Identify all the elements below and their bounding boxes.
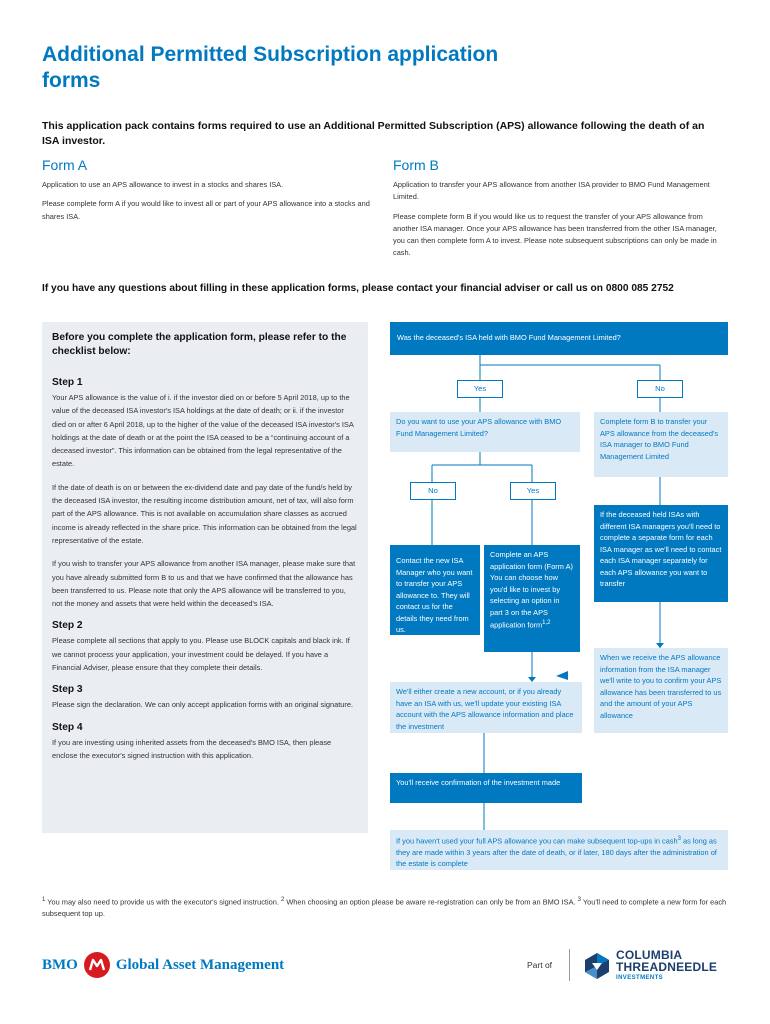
footnote-1-text: You may also need to provide us with the executor's signed instruction. <box>45 897 281 907</box>
step-4-title: Step 4 <box>52 721 83 733</box>
step-1-title: Step 1 <box>52 377 83 388</box>
flow-no-2: No <box>410 482 456 500</box>
step-1-text-2: If the date of death is on or between the ex-dividend date and pay date of the fund/s held by the deceased ISA investor, the resulting income distribution amount, net of tax, will also form part of the APS allowance. This is not available on accumulation share classes as accrued income is already reflected in the share price. This information can be obtained from the legal representative of the estate. <box>52 482 357 545</box>
flow-complete-aps-form <box>484 545 580 652</box>
bmo-logo <box>42 950 284 980</box>
contact-text: If you have any questions about filling in these application forms, please contact your financial adviser or call us on 0800 085 2752 <box>42 283 674 294</box>
ct-wordmark-line2: THREADNEEDLE <box>616 959 718 974</box>
flow-multiple-isa-managers: If the deceased held ISAs with different ISA managers you'll need to complete a separate form for each ISA manager as we'll need to contact each ISA manager separately for each APS allowance you want to transfer <box>594 505 728 602</box>
flow-contact-new-manager: Contact the new ISA Manager who you want to transfer your APS allowance to. They will contact us for the details they need from us. <box>390 545 480 635</box>
step-3-title: Step 3 <box>52 684 83 696</box>
step-4-text: If you are investing using inherited assets from the deceased's BMO ISA, then please enclose the executor's signed instruction with this application. <box>52 737 332 760</box>
flow-question-bmo-isa: Was the deceased's ISA held with BMO Fund Management Limited? <box>390 322 728 355</box>
columbia-threadneedle-mark-icon <box>583 952 611 980</box>
footnote-3-text: You'll need to complete a new form for each subsequent top up. <box>42 897 727 919</box>
flow-complete-form-b: Complete form B to transfer your APS allowance from the deceased's ISA manager to BMO Fund Management Limited <box>594 412 728 477</box>
form-b-description: Application to transfer your APS allowance from another ISA provider to BMO Fund Management Limited. <box>393 180 710 202</box>
ct-wordmark-line1: COLUMBIA <box>616 948 683 962</box>
form-a-heading: Form A <box>42 157 88 173</box>
flow-footnote-ref-3: 3 <box>677 836 681 842</box>
form-b-heading: Form B <box>393 157 439 173</box>
part-of-label: Part of <box>527 960 553 970</box>
ct-wordmark-line3: INVESTMENTS <box>616 975 664 981</box>
columbia-threadneedle-logo <box>583 950 717 981</box>
intro-text: This application pack contains forms required to use an Additional Permitted Subscription (APS) allowance following the death of an ISA investor. <box>42 120 705 147</box>
footnote-2-number: 2 <box>280 897 285 903</box>
flow-yes-2: Yes <box>510 482 556 500</box>
step-2-title: Step 2 <box>52 620 83 632</box>
step-1-text-1: Your APS allowance is the value of i. if the investor died on or before 5 April 2018, up to the value of the deceased ISA investor's ISA holdings at the date of death; or ii. if the investor died on or after 6 April 2018, up to the higher of the value of the deceased ISA investor's ISA holdings at the date of death or at the point the ISA ceased to be a “continuing account of a deceased investor”. This information can be obtained from the legal representative of the estate. <box>52 393 354 469</box>
flow-topup-text-end: as long as they are made within 3 years after the date of death, or if later, 180 days after the administration of the estate is complete <box>396 836 717 869</box>
step-2-text: Please complete all sections that apply to you. Please use BLOCK capitals and black ink. If we cannot process your application, your investment could be delayed. If you have a Financial Adviser, please ensure that they complete their details. <box>52 636 350 673</box>
form-a-instructions: Please complete form A if you would like to invest all or part of your APS allowance into a stocks and shares ISA. <box>42 199 370 221</box>
form-a-description: Application to use an APS allowance to invest in a stocks and shares ISA. <box>42 180 284 189</box>
gam-wordmark: Global Asset Management <box>115 956 285 973</box>
flow-confirmation: You'll receive confirmation of the investment made <box>390 773 582 803</box>
bmo-wordmark: BMO <box>42 956 78 973</box>
step-1-text-3: If you wish to transfer your APS allowance from another ISA manager, please make sure that you have already submitted form B to us and that we have confirmed that the allowance has been transferred to us. Please note that only the APS allowance will be transferred to you, not the money and assets that were held within the deceased's ISA. <box>52 559 356 609</box>
flow-topup-text: If you haven't used your full APS allowance you can make subsequent top-ups in cash <box>396 836 678 846</box>
page-title: Additional Permitted Subscription application forms <box>42 43 499 92</box>
flow-no-1: No <box>637 380 683 398</box>
footnotes <box>42 894 732 920</box>
footnote-1-number: 1 <box>42 897 46 903</box>
step-3-text: Please sign the declaration. We can only accept application forms with an original signature. <box>52 700 353 710</box>
footnote-3-number: 3 <box>577 897 581 903</box>
flow-question-use-aps: Do you want to use your APS allowance with BMO Fund Management Limited? <box>390 412 580 452</box>
flow-create-account: We'll either create a new account, or if you already have an ISA with us, we'll update your existing ISA account with the APS allowance information and place the investment <box>390 682 582 733</box>
logo-divider <box>569 949 570 981</box>
flow-yes-1: Yes <box>457 380 503 398</box>
flow-subsequent-topups <box>390 830 728 870</box>
bmo-roundel-icon <box>84 952 110 978</box>
flow-complete-aps-text: Complete an APS application form (Form A) You can choose how you'd like to invest by selecting an option in part 3 on the APS application form <box>490 550 573 630</box>
checklist-heading: Before you complete the application form, please refer to the checklist below: <box>52 332 347 357</box>
flow-receive-aps-info: When we receive the APS allowance information from the ISA manager we'll write to you to confirm your APS allowance has been transferred to us and the amount of your APS allowance <box>594 648 728 733</box>
footnote-2-text: When choosing an option please be aware re-registration can only be from an BMO ISA. <box>284 897 578 907</box>
flow-footnote-ref-1-2: 1,2 <box>542 620 551 626</box>
form-b-instructions: Please complete form B if you would like us to request the transfer of your APS allowance from another ISA manager. Once your APS allowance has been transferred from the other ISA manager, you can then complete form A to invest. Please note subsequent subscriptions can only be made in cash. <box>393 211 717 258</box>
